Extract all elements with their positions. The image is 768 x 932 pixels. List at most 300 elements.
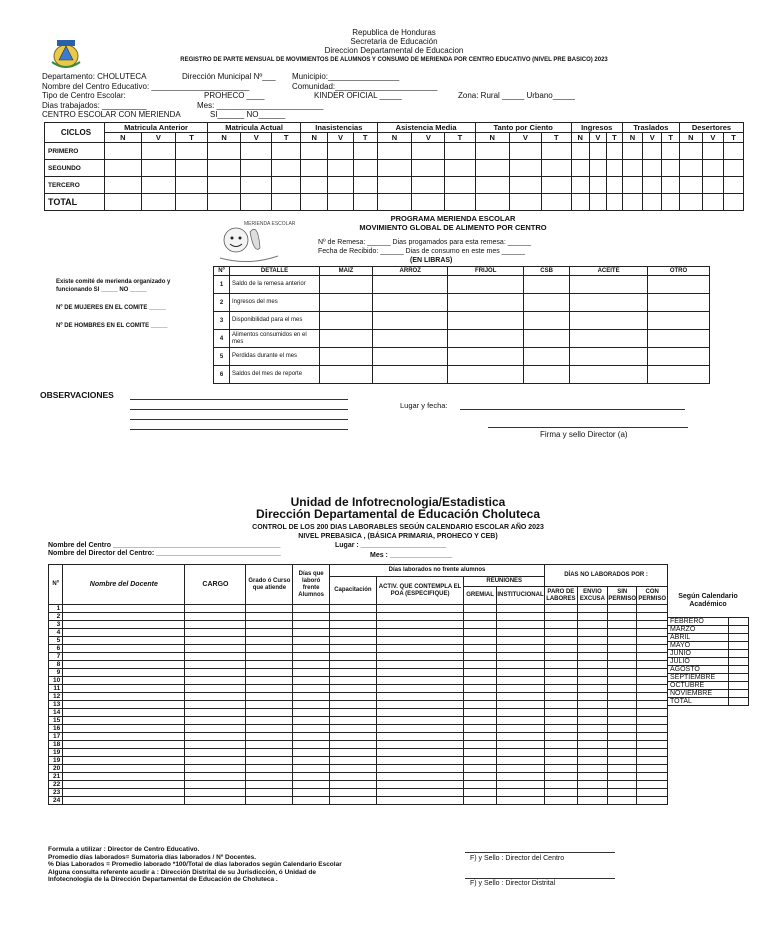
input-cell[interactable]	[496, 781, 544, 789]
input-cell[interactable]	[293, 749, 330, 757]
input-cell[interactable]	[185, 725, 246, 733]
input-cell[interactable]	[246, 637, 293, 645]
input-cell[interactable]	[293, 741, 330, 749]
input-cell[interactable]	[377, 160, 412, 177]
input-cell[interactable]	[606, 143, 622, 160]
input-cell[interactable]	[509, 160, 541, 177]
input-cell[interactable]	[329, 677, 376, 685]
input-cell[interactable]	[570, 348, 648, 366]
input-cell[interactable]	[329, 709, 376, 717]
input-cell[interactable]	[662, 177, 680, 194]
input-cell[interactable]	[63, 717, 185, 725]
input-cell[interactable]	[464, 725, 497, 733]
input-cell[interactable]	[63, 781, 185, 789]
input-cell[interactable]	[637, 621, 668, 629]
input-cell[interactable]	[329, 717, 376, 725]
input-cell[interactable]	[496, 677, 544, 685]
input-cell[interactable]	[608, 605, 637, 613]
input-cell[interactable]	[63, 693, 185, 701]
input-cell[interactable]	[105, 177, 142, 194]
input-cell[interactable]	[376, 701, 464, 709]
input-cell[interactable]	[293, 661, 330, 669]
input-cell[interactable]	[608, 773, 637, 781]
input-cell[interactable]	[496, 701, 544, 709]
input-cell[interactable]	[293, 621, 330, 629]
input-cell[interactable]	[272, 194, 301, 211]
input-cell[interactable]	[372, 348, 448, 366]
input-cell[interactable]	[570, 312, 648, 330]
input-cell[interactable]	[246, 677, 293, 685]
field-nombre-director[interactable]: Nombre del Director del Centro: ________________________________	[48, 550, 281, 557]
input-cell[interactable]	[246, 613, 293, 621]
input-cell[interactable]	[185, 685, 246, 693]
input-cell[interactable]	[464, 685, 497, 693]
input-cell[interactable]	[680, 160, 703, 177]
field-comunidad[interactable]: Comunidad:_______________________	[292, 81, 438, 91]
input-cell[interactable]	[353, 177, 377, 194]
input-cell[interactable]	[301, 160, 328, 177]
input-cell[interactable]	[376, 669, 464, 677]
input-cell[interactable]	[208, 160, 241, 177]
input-cell[interactable]	[637, 789, 668, 797]
input-cell[interactable]	[246, 717, 293, 725]
input-cell[interactable]	[329, 605, 376, 613]
input-cell[interactable]	[376, 789, 464, 797]
input-cell[interactable]	[523, 330, 569, 348]
input-cell[interactable]	[545, 621, 578, 629]
field-lugar[interactable]: Lugar : ______________________	[335, 542, 447, 549]
input-cell[interactable]	[63, 709, 185, 717]
input-cell[interactable]	[496, 685, 544, 693]
input-cell[interactable]	[637, 741, 668, 749]
input-cell[interactable]	[185, 629, 246, 637]
input-cell[interactable]	[185, 773, 246, 781]
input-cell[interactable]	[372, 294, 448, 312]
input-cell[interactable]	[464, 717, 497, 725]
input-cell[interactable]	[545, 637, 578, 645]
input-cell[interactable]	[496, 669, 544, 677]
input-cell[interactable]	[637, 701, 668, 709]
input-cell[interactable]	[496, 789, 544, 797]
input-cell[interactable]	[523, 294, 569, 312]
input-cell[interactable]	[176, 160, 208, 177]
input-cell[interactable]	[185, 717, 246, 725]
input-cell[interactable]	[105, 143, 142, 160]
input-cell[interactable]	[608, 749, 637, 757]
input-cell[interactable]	[272, 160, 301, 177]
input-cell[interactable]	[320, 348, 373, 366]
input-cell[interactable]	[545, 661, 578, 669]
input-cell[interactable]	[329, 789, 376, 797]
input-cell[interactable]	[185, 797, 246, 805]
input-cell[interactable]	[577, 709, 608, 717]
input-cell[interactable]	[637, 685, 668, 693]
input-cell[interactable]	[509, 177, 541, 194]
input-cell[interactable]	[185, 733, 246, 741]
input-cell[interactable]	[608, 613, 637, 621]
input-cell[interactable]	[293, 709, 330, 717]
input-cell[interactable]	[545, 789, 578, 797]
input-cell[interactable]	[496, 709, 544, 717]
input-cell[interactable]	[577, 725, 608, 733]
input-cell[interactable]	[680, 194, 703, 211]
input-cell[interactable]	[376, 621, 464, 629]
input-cell[interactable]	[464, 789, 497, 797]
input-cell[interactable]	[637, 797, 668, 805]
input-cell[interactable]	[577, 653, 608, 661]
input-cell[interactable]	[320, 294, 373, 312]
input-cell[interactable]	[353, 194, 377, 211]
input-cell[interactable]	[637, 677, 668, 685]
input-cell[interactable]	[608, 669, 637, 677]
input-cell[interactable]	[185, 741, 246, 749]
input-cell[interactable]	[608, 685, 637, 693]
input-cell[interactable]	[608, 661, 637, 669]
input-cell[interactable]	[63, 701, 185, 709]
input-cell[interactable]	[376, 757, 464, 765]
input-cell[interactable]	[320, 366, 373, 384]
input-cell[interactable]	[293, 773, 330, 781]
input-cell[interactable]	[571, 143, 589, 160]
input-cell[interactable]	[353, 160, 377, 177]
input-cell[interactable]	[647, 276, 709, 294]
input-cell[interactable]	[448, 312, 524, 330]
input-cell[interactable]	[662, 160, 680, 177]
input-cell[interactable]	[662, 143, 680, 160]
input-cell[interactable]	[680, 177, 703, 194]
input-cell[interactable]	[577, 613, 608, 621]
input-cell[interactable]	[448, 294, 524, 312]
input-cell[interactable]	[376, 693, 464, 701]
input-cell[interactable]	[643, 177, 662, 194]
input-cell[interactable]	[464, 773, 497, 781]
input-cell[interactable]	[376, 613, 464, 621]
input-cell[interactable]	[246, 765, 293, 773]
input-cell[interactable]	[643, 194, 662, 211]
input-cell[interactable]	[63, 789, 185, 797]
input-cell[interactable]	[376, 629, 464, 637]
input-cell[interactable]	[608, 693, 637, 701]
input-cell[interactable]	[464, 605, 497, 613]
input-cell[interactable]	[608, 621, 637, 629]
input-cell[interactable]	[545, 645, 578, 653]
input-cell[interactable]	[608, 629, 637, 637]
input-cell[interactable]	[301, 143, 328, 160]
input-cell[interactable]	[376, 773, 464, 781]
input-cell[interactable]	[637, 749, 668, 757]
input-cell[interactable]	[246, 733, 293, 741]
input-cell[interactable]	[63, 637, 185, 645]
input-cell[interactable]	[63, 797, 185, 805]
firma-line[interactable]	[488, 427, 688, 428]
input-cell[interactable]	[475, 160, 509, 177]
input-cell[interactable]	[141, 143, 175, 160]
input-cell[interactable]	[293, 733, 330, 741]
input-cell[interactable]	[637, 725, 668, 733]
input-cell[interactable]	[376, 733, 464, 741]
input-cell[interactable]	[475, 177, 509, 194]
input-cell[interactable]	[702, 177, 723, 194]
input-cell[interactable]	[246, 741, 293, 749]
input-cell[interactable]	[464, 653, 497, 661]
input-cell[interactable]	[464, 709, 497, 717]
input-cell[interactable]	[185, 605, 246, 613]
input-cell[interactable]	[608, 653, 637, 661]
input-cell[interactable]	[176, 194, 208, 211]
input-cell[interactable]	[464, 669, 497, 677]
input-cell[interactable]	[571, 177, 589, 194]
input-cell[interactable]	[577, 693, 608, 701]
input-cell[interactable]	[377, 143, 412, 160]
input-cell[interactable]	[622, 160, 642, 177]
input-cell[interactable]	[622, 194, 642, 211]
input-cell[interactable]	[729, 618, 749, 626]
input-cell[interactable]	[63, 653, 185, 661]
input-cell[interactable]	[372, 276, 448, 294]
input-cell[interactable]	[246, 605, 293, 613]
input-cell[interactable]	[622, 177, 642, 194]
obs-line[interactable]	[130, 399, 348, 400]
input-cell[interactable]	[141, 160, 175, 177]
input-cell[interactable]	[545, 717, 578, 725]
input-cell[interactable]	[589, 177, 606, 194]
input-cell[interactable]	[545, 797, 578, 805]
input-cell[interactable]	[608, 781, 637, 789]
input-cell[interactable]	[729, 650, 749, 658]
input-cell[interactable]	[577, 645, 608, 653]
input-cell[interactable]	[246, 725, 293, 733]
input-cell[interactable]	[577, 661, 608, 669]
input-cell[interactable]	[301, 177, 328, 194]
input-cell[interactable]	[445, 143, 475, 160]
input-cell[interactable]	[445, 160, 475, 177]
committee-q1[interactable]: Existe comité de merienda organizado y funcionando SI _____ NO _____	[56, 279, 171, 293]
input-cell[interactable]	[448, 348, 524, 366]
input-cell[interactable]	[523, 366, 569, 384]
input-cell[interactable]	[496, 797, 544, 805]
input-cell[interactable]	[328, 177, 353, 194]
input-cell[interactable]	[545, 613, 578, 621]
input-cell[interactable]	[63, 765, 185, 773]
input-cell[interactable]	[608, 677, 637, 685]
input-cell[interactable]	[545, 709, 578, 717]
input-cell[interactable]	[545, 773, 578, 781]
input-cell[interactable]	[571, 194, 589, 211]
input-cell[interactable]	[241, 177, 272, 194]
input-cell[interactable]	[464, 701, 497, 709]
obs-line[interactable]	[130, 429, 348, 430]
input-cell[interactable]	[293, 765, 330, 773]
input-cell[interactable]	[496, 733, 544, 741]
input-cell[interactable]	[464, 621, 497, 629]
input-cell[interactable]	[293, 677, 330, 685]
input-cell[interactable]	[729, 674, 749, 682]
input-cell[interactable]	[329, 749, 376, 757]
input-cell[interactable]	[246, 669, 293, 677]
input-cell[interactable]	[63, 621, 185, 629]
input-cell[interactable]	[622, 143, 642, 160]
field-kinder[interactable]: KINDER OFICIAL _____	[314, 91, 402, 100]
input-cell[interactable]	[377, 177, 412, 194]
input-cell[interactable]	[320, 276, 373, 294]
input-cell[interactable]	[464, 797, 497, 805]
input-cell[interactable]	[329, 797, 376, 805]
input-cell[interactable]	[329, 637, 376, 645]
input-cell[interactable]	[105, 160, 142, 177]
input-cell[interactable]	[637, 605, 668, 613]
input-cell[interactable]	[577, 749, 608, 757]
input-cell[interactable]	[496, 637, 544, 645]
input-cell[interactable]	[541, 194, 571, 211]
input-cell[interactable]	[577, 741, 608, 749]
input-cell[interactable]	[608, 637, 637, 645]
input-cell[interactable]	[608, 757, 637, 765]
field-departamento[interactable]: Departamento: CHOLUTECA	[42, 72, 147, 81]
input-cell[interactable]	[376, 653, 464, 661]
input-cell[interactable]	[577, 701, 608, 709]
input-cell[interactable]	[570, 276, 648, 294]
input-cell[interactable]	[329, 765, 376, 773]
input-cell[interactable]	[329, 669, 376, 677]
input-cell[interactable]	[376, 725, 464, 733]
input-cell[interactable]	[329, 701, 376, 709]
input-cell[interactable]	[577, 637, 608, 645]
input-cell[interactable]	[464, 693, 497, 701]
input-cell[interactable]	[293, 789, 330, 797]
input-cell[interactable]	[185, 765, 246, 773]
input-cell[interactable]	[246, 653, 293, 661]
input-cell[interactable]	[637, 693, 668, 701]
input-cell[interactable]	[63, 725, 185, 733]
input-cell[interactable]	[63, 677, 185, 685]
input-cell[interactable]	[328, 194, 353, 211]
field-fecha-recibido[interactable]: Fecha de Recibido: ______ Dias de consumo en este mes ______	[318, 248, 526, 255]
input-cell[interactable]	[541, 160, 571, 177]
field-dias[interactable]: Dias trabajados: __________	[42, 100, 147, 110]
input-cell[interactable]	[246, 629, 293, 637]
input-cell[interactable]	[496, 757, 544, 765]
input-cell[interactable]	[293, 693, 330, 701]
input-cell[interactable]	[376, 749, 464, 757]
input-cell[interactable]	[577, 621, 608, 629]
input-cell[interactable]	[329, 621, 376, 629]
field-nombre-centro[interactable]: Nombre del Centro Educativo: ______________________	[42, 81, 250, 91]
input-cell[interactable]	[724, 194, 744, 211]
input-cell[interactable]	[637, 645, 668, 653]
input-cell[interactable]	[606, 194, 622, 211]
input-cell[interactable]	[680, 143, 703, 160]
input-cell[interactable]	[475, 194, 509, 211]
input-cell[interactable]	[329, 725, 376, 733]
input-cell[interactable]	[608, 733, 637, 741]
input-cell[interactable]	[577, 685, 608, 693]
input-cell[interactable]	[637, 733, 668, 741]
input-cell[interactable]	[445, 177, 475, 194]
input-cell[interactable]	[577, 765, 608, 773]
input-cell[interactable]	[637, 773, 668, 781]
input-cell[interactable]	[577, 677, 608, 685]
input-cell[interactable]	[246, 621, 293, 629]
input-cell[interactable]	[293, 781, 330, 789]
input-cell[interactable]	[185, 669, 246, 677]
input-cell[interactable]	[637, 709, 668, 717]
input-cell[interactable]	[376, 717, 464, 725]
input-cell[interactable]	[464, 749, 497, 757]
input-cell[interactable]	[272, 143, 301, 160]
input-cell[interactable]	[376, 645, 464, 653]
input-cell[interactable]	[464, 757, 497, 765]
input-cell[interactable]	[496, 749, 544, 757]
input-cell[interactable]	[185, 637, 246, 645]
input-cell[interactable]	[608, 765, 637, 773]
input-cell[interactable]	[328, 160, 353, 177]
input-cell[interactable]	[293, 629, 330, 637]
input-cell[interactable]	[523, 276, 569, 294]
input-cell[interactable]	[496, 765, 544, 773]
input-cell[interactable]	[464, 661, 497, 669]
input-cell[interactable]	[412, 160, 445, 177]
input-cell[interactable]	[372, 330, 448, 348]
input-cell[interactable]	[637, 717, 668, 725]
input-cell[interactable]	[272, 177, 301, 194]
field-mes[interactable]: Mes: ________________________	[197, 100, 324, 110]
input-cell[interactable]	[329, 629, 376, 637]
field-direccion[interactable]: Dirección Municipal Nº___	[182, 72, 276, 81]
input-cell[interactable]	[496, 693, 544, 701]
input-cell[interactable]	[724, 160, 744, 177]
input-cell[interactable]	[372, 366, 448, 384]
input-cell[interactable]	[293, 797, 330, 805]
input-cell[interactable]	[376, 605, 464, 613]
input-cell[interactable]	[185, 677, 246, 685]
input-cell[interactable]	[464, 637, 497, 645]
input-cell[interactable]	[475, 143, 509, 160]
input-cell[interactable]	[608, 709, 637, 717]
input-cell[interactable]	[63, 645, 185, 653]
input-cell[interactable]	[637, 661, 668, 669]
input-cell[interactable]	[608, 701, 637, 709]
input-cell[interactable]	[577, 717, 608, 725]
input-cell[interactable]	[608, 797, 637, 805]
input-cell[interactable]	[376, 637, 464, 645]
input-cell[interactable]	[376, 709, 464, 717]
input-cell[interactable]	[412, 177, 445, 194]
input-cell[interactable]	[246, 645, 293, 653]
input-cell[interactable]	[589, 194, 606, 211]
input-cell[interactable]	[329, 653, 376, 661]
input-cell[interactable]	[293, 637, 330, 645]
input-cell[interactable]	[496, 621, 544, 629]
signature-line[interactable]	[465, 852, 615, 853]
input-cell[interactable]	[729, 658, 749, 666]
input-cell[interactable]	[376, 677, 464, 685]
input-cell[interactable]	[185, 781, 246, 789]
input-cell[interactable]	[724, 177, 744, 194]
input-cell[interactable]	[464, 645, 497, 653]
input-cell[interactable]	[647, 348, 709, 366]
input-cell[interactable]	[496, 741, 544, 749]
input-cell[interactable]	[496, 725, 544, 733]
input-cell[interactable]	[545, 741, 578, 749]
input-cell[interactable]	[545, 685, 578, 693]
obs-line[interactable]	[130, 419, 348, 420]
input-cell[interactable]	[464, 741, 497, 749]
input-cell[interactable]	[376, 797, 464, 805]
input-cell[interactable]	[608, 717, 637, 725]
input-cell[interactable]	[329, 773, 376, 781]
input-cell[interactable]	[185, 661, 246, 669]
input-cell[interactable]	[320, 330, 373, 348]
